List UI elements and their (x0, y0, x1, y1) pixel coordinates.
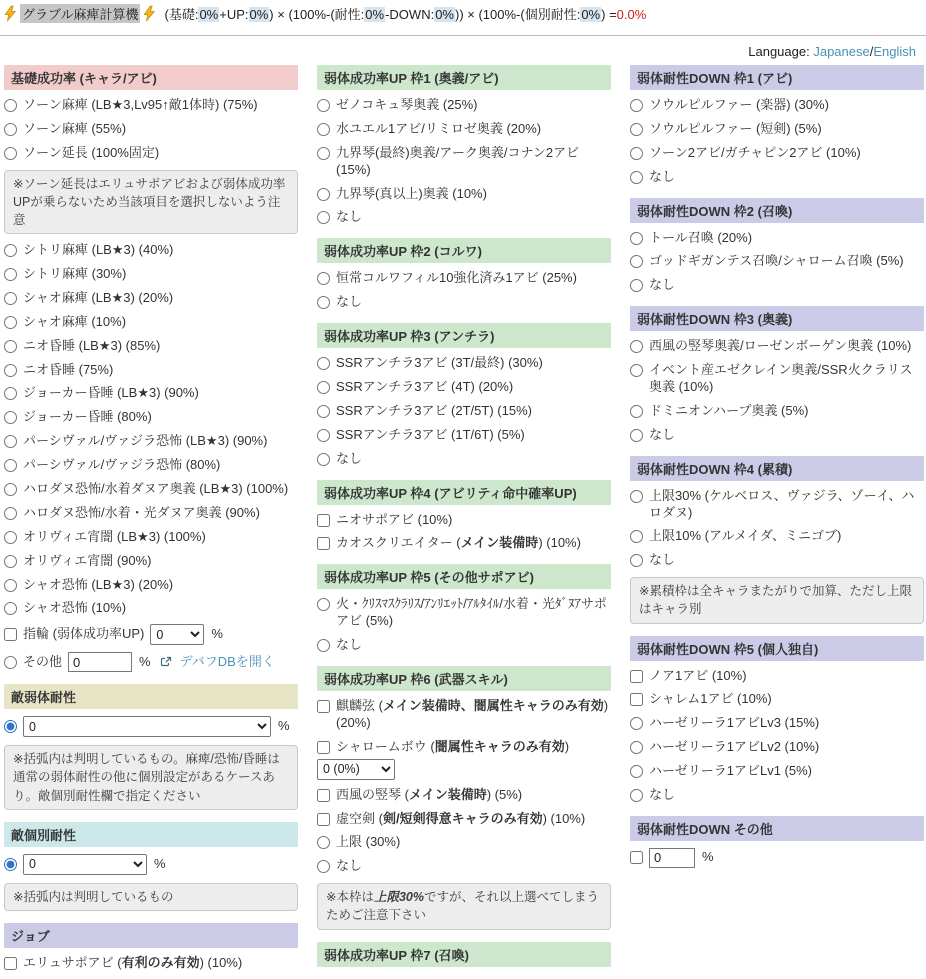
radio-input[interactable] (317, 188, 330, 201)
radio-input[interactable] (4, 435, 17, 448)
option-label: ニオサポアビ (10%) (336, 511, 453, 527)
radio-option[interactable] (317, 294, 611, 311)
percent-select[interactable] (317, 759, 395, 780)
lightning-icon (143, 6, 156, 21)
option-label: SSRアンチラ3アビ (2T/5T) (15%) (336, 402, 532, 418)
external-link-icon (160, 656, 172, 668)
radio-option[interactable] (630, 739, 924, 756)
section-header: 弱体耐性DOWN 枠3 (奥義) (630, 306, 924, 331)
radio-option[interactable] (317, 97, 611, 114)
column-1 (4, 59, 298, 979)
radio-input[interactable] (4, 579, 17, 592)
percent-suffix: % (702, 849, 714, 865)
option-label: パーシヴァル/ヴァジラ恐怖 (80%) (23, 457, 221, 473)
radio-input[interactable] (630, 429, 643, 442)
radio-input[interactable] (630, 405, 643, 418)
radio-input[interactable] (4, 507, 17, 520)
radio-option[interactable] (4, 362, 298, 379)
option-label: ソウルピルファー (楽器) (30%) (649, 97, 829, 112)
option-label: ソーン延長 (100%固定) (23, 144, 160, 160)
radio-input[interactable] (317, 639, 330, 652)
bold-text: 剣/短剣得意キャラのみ有効 (382, 810, 543, 826)
note-box: ※累積枠は全キャラまたがりで加算、ただし上限はキャラ別 (630, 577, 924, 623)
radio-option[interactable] (4, 409, 298, 426)
radio-option[interactable] (4, 457, 298, 474)
note-box: ※括弧内は判明しているもの (4, 883, 298, 911)
radio-option[interactable] (630, 552, 924, 569)
section-header: 敵個別耐性 (4, 822, 298, 847)
checkbox-option[interactable] (317, 512, 611, 529)
language-link-japanese[interactable]: Japanese (813, 44, 870, 59)
radio-option[interactable] (630, 97, 924, 114)
radio-option[interactable] (317, 209, 611, 226)
calc-formula: (基礎:0%+UP:0%) × (100%-(耐性:0%-DOWN:0%)) × (100%-(個別耐性:0%) =0.0% (164, 7, 647, 22)
radio-input[interactable] (317, 123, 330, 136)
radio-input[interactable] (317, 836, 330, 849)
checkbox-input[interactable] (317, 514, 330, 527)
radio-option[interactable] (4, 385, 298, 402)
radio-option[interactable] (317, 121, 611, 138)
checkbox-option[interactable] (317, 698, 611, 732)
option-label: シャロームボウ (闇属性キャラのみ有効) (336, 738, 570, 754)
option-label: シャオ恐怖 (10%) (23, 600, 127, 616)
percent-suffix: % (211, 626, 223, 642)
option-label: なし (649, 168, 676, 184)
note-box: ※括弧内は判明しているもの。麻痺/恐怖/昏睡は通常の弱体耐性の他に個別設定があるケースあり。敵個別耐性欄で指定ください (4, 745, 298, 809)
radio-option[interactable] (630, 277, 924, 294)
other-down-row[interactable] (630, 848, 924, 868)
resist-select-row[interactable] (4, 854, 298, 875)
checkbox-option[interactable] (317, 739, 611, 756)
radio-option[interactable] (317, 270, 611, 287)
section-header: ジョブ (4, 923, 298, 948)
radio-option[interactable] (4, 290, 298, 307)
radio-input[interactable] (317, 405, 330, 418)
radio-input[interactable] (317, 99, 330, 112)
percent-input[interactable] (649, 848, 695, 868)
option-label: オリヴィエ宵闇 (90%) (23, 552, 152, 568)
option-label: なし (336, 858, 363, 874)
radio-input[interactable] (4, 720, 17, 733)
section-header: 弱体耐性DOWN 枠4 (累積) (630, 456, 924, 481)
option-label: なし (336, 637, 363, 653)
radio-input[interactable] (630, 340, 643, 353)
section-header: 弱体成功率UP 枠7 (召喚) (317, 942, 611, 967)
option-label: シャオ恐怖 (LB★3) (20%) (23, 576, 174, 592)
radio-option[interactable] (317, 427, 611, 444)
radio-option[interactable] (4, 121, 298, 138)
option-label: ノア1アビ (10%) (649, 667, 747, 683)
checkbox-option[interactable] (4, 955, 298, 972)
lightning-icon (4, 6, 17, 21)
option-label: ジョーカー昏睡 (80%) (23, 409, 152, 425)
option-label: 水ユエル1アビ/リミロゼ奥義 (20%) (336, 120, 542, 136)
main-content (0, 59, 926, 979)
radio-input[interactable] (4, 531, 17, 544)
option-label: ハロダヌ恐怖/水着・光ダヌア奥義 (90%) (23, 504, 260, 520)
radio-option[interactable] (630, 169, 924, 186)
option-label: 指輪 (弱体成功率UP) (23, 626, 145, 642)
option-label: 九界琴(最終)奥義/アーク奥義/コナン2アビ (15%) (336, 144, 580, 177)
radio-input[interactable] (630, 279, 643, 292)
app-header (0, 0, 926, 23)
option-label: 火・ｸﾘｽﾏｽｸﾗﾘｽ/ｱﾝﾘｴｯﾄ/ｱﾙﾀｲﾙ/水着・光ﾀﾞﾇｱサポアビ (5%) (336, 596, 607, 629)
radio-input[interactable] (630, 789, 643, 802)
option-label: パーシヴァル/ヴァジラ恐怖 (LB★3) (90%) (23, 433, 268, 449)
radio-input[interactable] (317, 357, 330, 370)
radio-option[interactable] (317, 451, 611, 468)
percent-select[interactable] (23, 854, 147, 875)
radio-option[interactable] (4, 433, 298, 450)
radio-input[interactable] (4, 316, 17, 329)
option-label: ジョーカー昏睡 (LB★3) (90%) (23, 385, 199, 401)
radio-input[interactable] (317, 272, 330, 285)
radio-input[interactable] (317, 598, 330, 611)
radio-option[interactable] (317, 834, 611, 851)
radio-input[interactable] (4, 244, 17, 257)
radio-input[interactable] (317, 147, 330, 160)
radio-input[interactable] (630, 741, 643, 754)
radio-option[interactable] (630, 427, 924, 444)
radio-option[interactable] (630, 528, 924, 545)
option-label: なし (649, 426, 676, 442)
radio-input[interactable] (317, 211, 330, 224)
radio-option[interactable] (317, 596, 611, 630)
option-label: 虚空剣 (剣/短剣得意キャラのみ有効) (10%) (336, 810, 586, 826)
option-label: イベント産エゼクレイン奥義/SSR火クラリス奥義 (10%) (649, 362, 913, 395)
option-label: 麒麟弦 (メイン装備時、闇属性キャラのみ有効) (20%) (336, 698, 609, 730)
radio-input[interactable] (4, 340, 17, 353)
checkbox-option[interactable] (317, 787, 611, 804)
option-label: なし (336, 209, 363, 225)
option-label: ソーン2アビ/ガチャピン2アビ (10%) (649, 144, 861, 160)
option-label: 上限30% (ケルベロス、ヴァジラ、ゾーイ、ハロダヌ) (649, 487, 915, 520)
radio-input[interactable] (4, 602, 17, 615)
radio-option[interactable] (4, 600, 298, 617)
note-box: ※本枠は上限30%ですが、それ以上選べてしまうためご注意下さい (317, 883, 611, 929)
radio-input[interactable] (630, 232, 643, 245)
option-label: SSRアンチラ3アビ (3T/最終) (30%) (336, 355, 543, 371)
section-header: 弱体耐性DOWN その他 (630, 816, 924, 841)
option-label: トール召喚 (20%) (649, 229, 753, 245)
checkbox-input[interactable] (4, 957, 17, 970)
radio-input[interactable] (630, 530, 643, 543)
option-label: ソウルピルファー (短剣) (5%) (649, 120, 822, 136)
section-header: 弱体成功率UP 枠6 (武器スキル) (317, 666, 611, 691)
radio-input[interactable] (630, 99, 643, 112)
checkbox-input[interactable] (630, 693, 643, 706)
radio-input[interactable] (317, 429, 330, 442)
language-switcher (0, 36, 926, 59)
radio-option[interactable] (4, 266, 298, 283)
radio-input[interactable] (4, 364, 17, 377)
radio-option[interactable] (630, 121, 924, 138)
option-label: ソーン麻痺 (55%) (23, 120, 127, 136)
radio-input[interactable] (630, 147, 643, 160)
other-input-row[interactable] (4, 652, 298, 672)
option-label: 恒常コルワフィル10強化済み1アビ (25%) (336, 270, 577, 286)
option-label: ハロダヌ恐怖/水着ダヌア奥義 (LB★3) (100%) (23, 480, 289, 496)
section-header: 敵弱体耐性 (4, 684, 298, 709)
radio-option[interactable] (630, 145, 924, 162)
radio-option[interactable] (630, 787, 924, 804)
checkbox-input[interactable] (317, 789, 330, 802)
option-label: なし (336, 294, 363, 310)
radio-option[interactable] (4, 145, 298, 162)
option-label: 西風の竪琴奥義/ローゼンボーゲン奥義 (10%) (649, 338, 912, 354)
option-label: なし (649, 786, 676, 802)
section-header: 弱体耐性DOWN 枠1 (アビ) (630, 65, 924, 90)
radio-option[interactable] (4, 314, 298, 331)
bold-text: メイン装備時 (460, 535, 539, 551)
radio-input[interactable] (4, 858, 17, 871)
radio-input[interactable] (4, 292, 17, 305)
radio-option[interactable] (317, 186, 611, 203)
bold-text: メイン装備時 (408, 786, 487, 802)
radio-input[interactable] (4, 123, 17, 136)
radio-input[interactable] (4, 387, 17, 400)
percent-select[interactable] (23, 716, 271, 737)
sub-select-row (317, 759, 611, 780)
page-title: グラブル麻痺計算機 (20, 4, 140, 23)
option-label: SSRアンチラ3アビ (1T/6T) (5%) (336, 426, 525, 442)
radio-option[interactable] (4, 97, 298, 114)
bold-text: 有利のみ有効 (121, 954, 200, 970)
option-label: 九界琴(真以上)奥義 (10%) (336, 185, 487, 201)
radio-option[interactable] (630, 763, 924, 780)
checkbox-input[interactable] (317, 741, 330, 754)
option-label: シャオ麻痺 (10%) (23, 313, 127, 329)
radio-option[interactable] (630, 362, 924, 396)
option-label: なし (649, 277, 676, 293)
highlighted-value: 0% (365, 7, 385, 22)
option-label: ドミニオンハープ奥義 (5%) (649, 402, 809, 418)
radio-option[interactable] (630, 715, 924, 732)
highlighted-value: 0% (199, 7, 219, 22)
debuff-db-link[interactable]: デバフDBを開く (179, 653, 275, 669)
radio-input[interactable] (317, 296, 330, 309)
checkbox-input[interactable] (317, 813, 330, 826)
radio-input[interactable] (4, 483, 17, 496)
radio-option[interactable] (317, 355, 611, 372)
section-header: 弱体成功率UP 枠3 (アンチラ) (317, 323, 611, 348)
checkbox-input[interactable] (630, 670, 643, 683)
option-label: ソーン麻痺 (LB★3,Lv95↑敵1体時) (75%) (23, 97, 258, 112)
radio-option[interactable] (4, 529, 298, 546)
radio-input[interactable] (4, 147, 17, 160)
radio-option[interactable] (4, 481, 298, 498)
option-label: シャレム1アビ (10%) (649, 691, 772, 707)
radio-input[interactable] (4, 656, 17, 669)
radio-input[interactable] (630, 171, 643, 184)
option-label: シトリ麻痺 (30%) (23, 265, 127, 281)
highlighted-value: 0% (249, 7, 269, 22)
option-label: SSRアンチラ3アビ (4T) (20%) (336, 379, 514, 395)
radio-option[interactable] (4, 338, 298, 355)
radio-input[interactable] (630, 717, 643, 730)
column-3 (630, 59, 924, 875)
note-box: ※ソーン延長はエリュサポアビおよび弱体成功率UPが乗らないため当該項目を選択しないよう注意 (4, 170, 298, 234)
radio-input[interactable] (630, 490, 643, 503)
option-label: なし (336, 450, 363, 466)
radio-input[interactable] (317, 381, 330, 394)
checkbox-option[interactable] (630, 668, 924, 685)
option-label: ニオ昏睡 (75%) (23, 361, 114, 377)
option-label: ハーゼリーラ1アビLv2 (10%) (649, 739, 820, 755)
radio-option[interactable] (4, 505, 298, 522)
radio-input[interactable] (630, 123, 643, 136)
checkbox-input[interactable] (630, 851, 643, 864)
option-label: カオスクリエイター (メイン装備時) (10%) (336, 535, 581, 551)
option-label: なし (649, 552, 676, 568)
option-label: 上限10% (アルメイダ、ミニゴブ) (649, 528, 842, 544)
radio-option[interactable] (317, 858, 611, 875)
checkbox-select-option[interactable] (4, 624, 298, 645)
section-header: 弱体耐性DOWN 枠5 (個人独自) (630, 636, 924, 661)
bold-italic-text: 上限30% (373, 890, 425, 905)
radio-input[interactable] (317, 453, 330, 466)
radio-option[interactable] (630, 230, 924, 247)
radio-input[interactable] (4, 555, 17, 568)
checkbox-select-group (317, 739, 611, 780)
option-label: ハーゼリーラ1アビLv1 (5%) (649, 763, 812, 779)
column-2 (317, 59, 611, 971)
radio-option[interactable] (4, 553, 298, 570)
checkbox-input[interactable] (317, 537, 330, 550)
bold-text: メイン装備時、闇属性キャラのみ有効 (382, 698, 604, 714)
radio-input[interactable] (4, 459, 17, 472)
option-label: 西風の竪琴 (メイン装備時) (5%) (336, 786, 523, 802)
option-label: ゼノコキュ琴奥義 (25%) (336, 97, 478, 112)
option-label: ニオ昏睡 (LB★3) (85%) (23, 337, 161, 353)
section-header: 弱体成功率UP 枠4 (アビリティ命中確率UP) (317, 480, 611, 505)
radio-input[interactable] (630, 255, 643, 268)
option-label: シトリ麻痺 (LB★3) (40%) (23, 242, 174, 258)
checkbox-input[interactable] (317, 700, 330, 713)
option-label: エリュサポアビ (有利のみ有効) (10%) (23, 954, 243, 970)
checkbox-option[interactable] (317, 535, 611, 552)
section-header: 弱体成功率UP 枠1 (奥義/アビ) (317, 65, 611, 90)
checkbox-option[interactable] (630, 691, 924, 708)
radio-input[interactable] (317, 860, 330, 873)
percent-suffix: % (139, 653, 151, 669)
option-label: 上限 (30%) (336, 834, 401, 850)
checkbox-input[interactable] (4, 628, 17, 641)
option-label: シャオ麻痺 (LB★3) (20%) (23, 289, 174, 305)
radio-option[interactable] (630, 488, 924, 522)
radio-option[interactable] (630, 338, 924, 355)
radio-input[interactable] (630, 765, 643, 778)
resist-select-row[interactable] (4, 716, 298, 737)
language-label: Language: (748, 44, 814, 59)
radio-option[interactable] (317, 145, 611, 179)
language-separator: / (869, 44, 874, 59)
section-header: 基礎成功率 (キャラ/アビ) (4, 65, 298, 90)
radio-input[interactable] (4, 99, 17, 112)
radio-option[interactable] (4, 577, 298, 594)
option-label: ゴッドギガンテス召喚/シャローム召喚 (5%) (649, 253, 904, 269)
radio-option[interactable] (4, 242, 298, 259)
radio-input[interactable] (4, 411, 17, 424)
percent-input[interactable] (68, 652, 132, 672)
option-label: ハーゼリーラ1アビLv3 (15%) (649, 715, 820, 731)
percent-suffix: % (278, 718, 290, 734)
highlighted-value: 0% (581, 7, 601, 22)
radio-option[interactable] (317, 637, 611, 654)
option-label: オリヴィエ宵闇 (LB★3) (100%) (23, 528, 206, 544)
option-label: その他 (23, 653, 63, 669)
radio-option[interactable] (317, 379, 611, 396)
percent-select[interactable] (150, 624, 204, 645)
radio-input[interactable] (630, 364, 643, 377)
radio-input[interactable] (4, 268, 17, 281)
bold-text: 闇属性キャラのみ有効 (434, 738, 565, 754)
language-link-english[interactable]: English (873, 44, 916, 59)
section-header: 弱体耐性DOWN 枠2 (召喚) (630, 198, 924, 223)
highlighted-value: 0% (435, 7, 454, 22)
radio-input[interactable] (630, 554, 643, 567)
result-value: 0.0% (616, 7, 647, 22)
percent-suffix: % (154, 855, 166, 871)
checkbox-option[interactable] (317, 811, 611, 828)
section-header: 弱体成功率UP 枠5 (その他サポアビ) (317, 564, 611, 589)
section-header: 弱体成功率UP 枠2 (コルワ) (317, 238, 611, 263)
radio-option[interactable] (630, 403, 924, 420)
radio-option[interactable] (630, 253, 924, 270)
radio-option[interactable] (317, 403, 611, 420)
